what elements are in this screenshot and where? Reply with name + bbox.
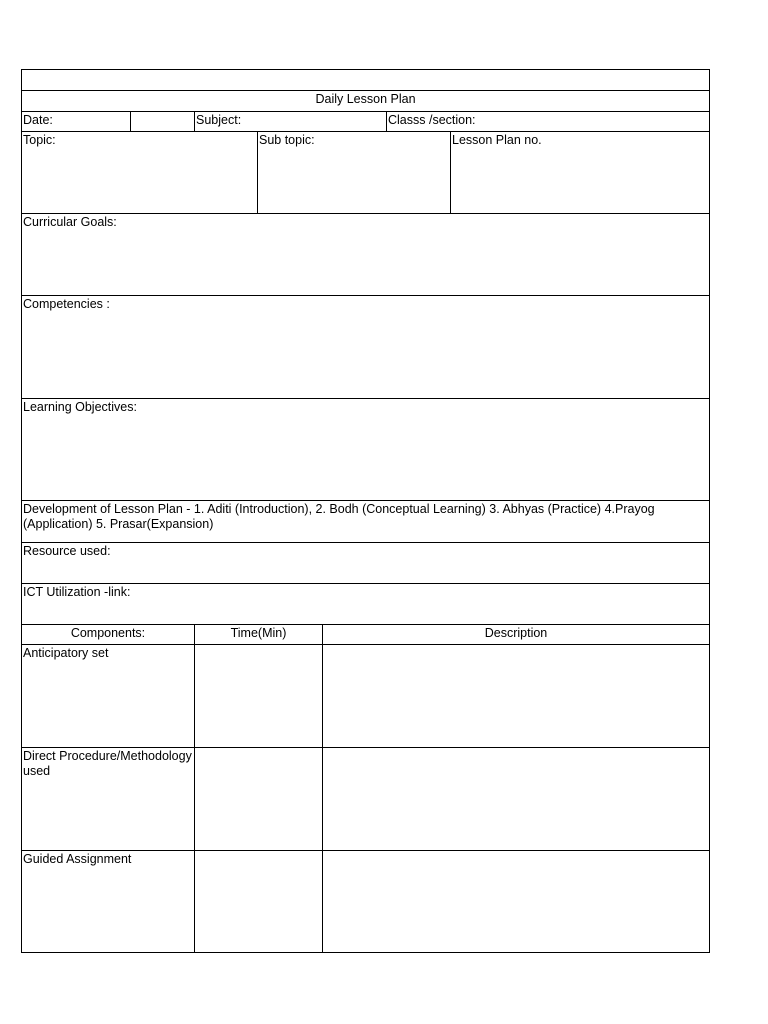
date-value-field[interactable]: [130, 111, 195, 132]
curricular-goals-label: Curricular Goals:: [21, 213, 710, 296]
time-cell[interactable]: [194, 747, 323, 851]
class-section-label: Classs /section:: [386, 111, 710, 132]
description-cell[interactable]: [322, 644, 710, 748]
blank-header-row: [21, 69, 710, 91]
date-label: Date:: [21, 111, 131, 132]
learning-objectives-label: Learning Objectives:: [21, 398, 710, 501]
component-guided-assignment: Guided Assignment: [21, 850, 195, 953]
development-of-lesson-plan: Development of Lesson Plan - 1. Aditi (Introduction), 2. Bodh (Conceptual Learning) 3. Abhyas (Practice) 4.Prayog (Application) 5. Prasar(Expansion): [21, 500, 710, 543]
form-title: Daily Lesson Plan: [21, 90, 710, 112]
time-header: Time(Min): [194, 624, 323, 645]
competencies-label: Competencies :: [21, 295, 710, 399]
time-cell[interactable]: [194, 850, 323, 953]
component-direct-procedure: Direct Procedure/Methodology used: [21, 747, 195, 851]
subject-label: Subject:: [194, 111, 387, 132]
description-cell[interactable]: [322, 850, 710, 953]
lesson-plan-no-label: Lesson Plan no.: [450, 131, 710, 214]
topic-label: Topic:: [21, 131, 258, 214]
time-cell[interactable]: [194, 644, 323, 748]
description-header: Description: [322, 624, 710, 645]
subtopic-label: Sub topic:: [257, 131, 451, 214]
description-cell[interactable]: [322, 747, 710, 851]
ict-utilization-label: ICT Utilization -link:: [21, 583, 710, 625]
resource-used-label: Resource used:: [21, 542, 710, 584]
components-header: Components:: [21, 624, 195, 645]
component-anticipatory-set: Anticipatory set: [21, 644, 195, 748]
